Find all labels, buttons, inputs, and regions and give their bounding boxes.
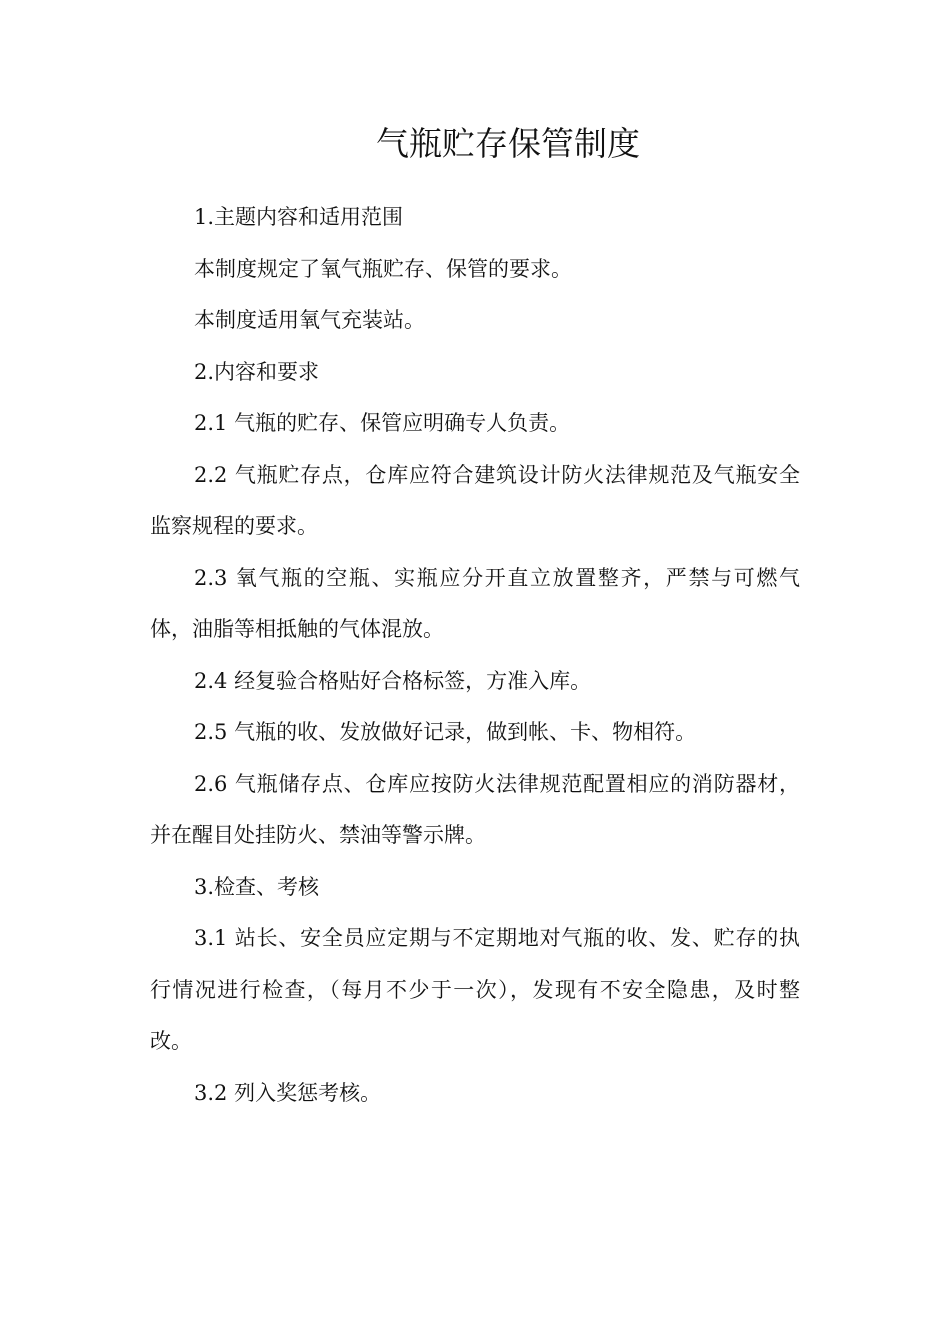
clause-3-2: 3.2 列入奖惩考核。 — [194, 1080, 382, 1105]
section-heading-2: 2.内容和要求 — [194, 359, 320, 384]
clause-2-4: 2.4 经复验合格贴好合格标签，方准入库。 — [194, 668, 592, 693]
clause-2-5: 2.5 气瓶的收、发放做好记录，做到帐、卡、物相符。 — [194, 720, 697, 744]
clause-3-1: 3.1 站长、安全员应定期与不定期地对气瓶的收、发、贮存的执行情况进行检查，（每月不少于一次），发现有不安全隐患，及时整改。 — [150, 926, 800, 1053]
section-heading-1: 1.主题内容和适用范围 — [194, 205, 404, 229]
clause-2-2: 2.2 气瓶贮存点，仓库应符合建筑设计防火法律规范及气瓶安全监察规程的要求。 — [150, 462, 800, 538]
clause-2-1: 2.1 气瓶的贮存、保管应明确专人负责。 — [194, 411, 571, 435]
section-heading-3: 3.检查、考核 — [194, 874, 320, 899]
document-body — [150, 192, 800, 1119]
paragraph-scope-requirements: 本制度规定了氧气瓶贮存、保管的要求。 — [194, 256, 572, 281]
clause-2-3: 2.3 氧气瓶的空瓶、实瓶应分开直立放置整齐，严禁与可燃气体，油脂等相抵触的气体混放。 — [150, 565, 800, 641]
document-title: 气瓶贮存保管制度 — [376, 124, 640, 163]
paragraph-scope-applicability: 本制度适用氧气充装站。 — [194, 308, 425, 332]
clause-2-6: 2.6 气瓶储存点、仓库应按防火法律规范配置相应的消防器材，并在醒目处挂防火、禁油等警示牌。 — [150, 771, 800, 847]
